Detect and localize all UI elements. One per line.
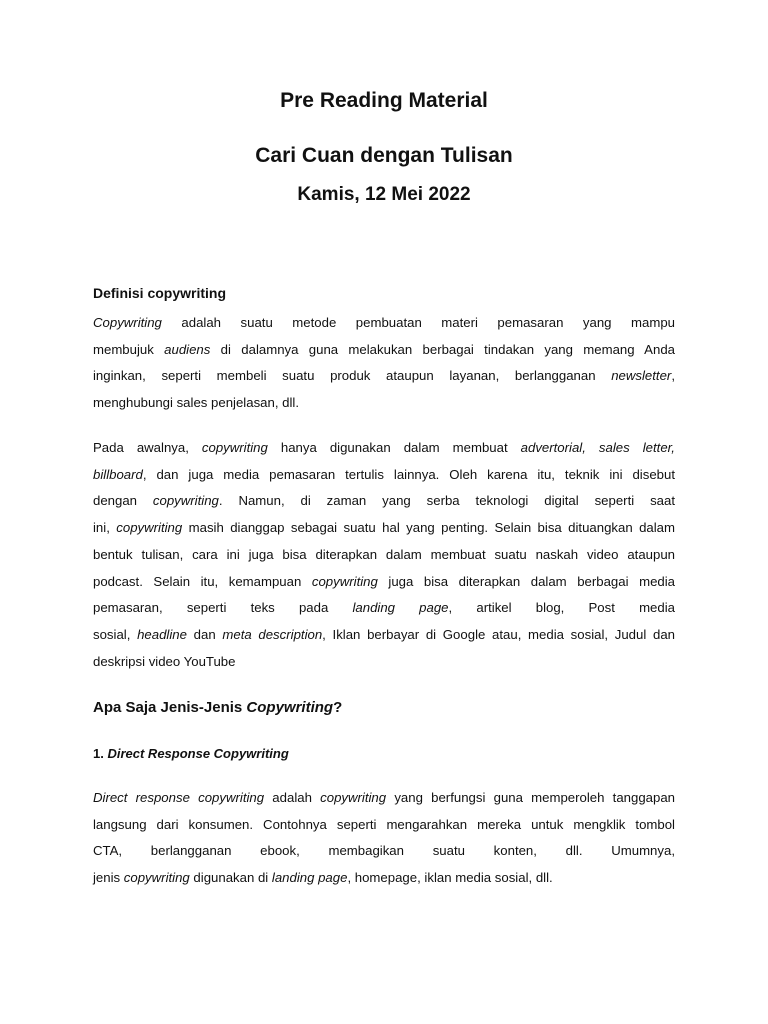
text-run: hanya digunakan dalam membuat bbox=[267, 440, 521, 455]
text-run: inginkan, seperti membeli suatu produk ataupun layanan, berlangganan bbox=[93, 368, 612, 384]
paragraph-direct-response bbox=[93, 785, 675, 892]
list-number: 1. bbox=[93, 746, 108, 761]
paragraph-line bbox=[93, 785, 675, 812]
text-run: yang berfungsi guna memperoleh tanggapan bbox=[386, 790, 676, 805]
text-run: pemasaran, seperti teks pada bbox=[93, 600, 353, 616]
italic-term: copywriting bbox=[123, 870, 190, 886]
italic-term: copywriting bbox=[201, 440, 268, 455]
italic-term: Direct Response Copywriting bbox=[107, 746, 289, 761]
italic-term: copywriting bbox=[311, 573, 378, 589]
paragraph-line: langsung dari konsumen. Contohnya seperti mengarahkan mereka untuk mengklik tombol bbox=[93, 816, 675, 832]
paragraph-line: deskripsi video YouTube bbox=[93, 653, 236, 669]
paragraph-line bbox=[93, 462, 675, 489]
text-run: , dan juga media pemasaran tertulis lainnya. Oleh karena itu, teknik ini disebut bbox=[142, 466, 675, 482]
paragraph-definition bbox=[93, 310, 675, 417]
paragraph-line: bentuk tulisan, cara ini juga bisa diterapkan dalam membuat suatu naskah video ataupun bbox=[93, 546, 675, 562]
italic-term: copywriting bbox=[320, 790, 387, 805]
paragraph-line: CTA, berlangganan ebook, membagikan suatu konten, dll. Umumnya, bbox=[93, 843, 675, 859]
italic-term: Direct response copywriting bbox=[93, 790, 265, 805]
italic-term: billboard bbox=[93, 466, 143, 482]
italic-term: advertorial, sales letter, bbox=[520, 440, 675, 455]
text-run: digunakan di bbox=[189, 870, 272, 886]
document-date: Kamis, 12 Mei 2022 bbox=[297, 184, 471, 205]
paragraph-line bbox=[93, 622, 675, 649]
italic-term: newsletter bbox=[611, 368, 672, 384]
text-run: , artikel blog, Post media bbox=[448, 600, 675, 616]
text-run: sosial, bbox=[93, 626, 138, 642]
text-run: ini, bbox=[93, 520, 117, 536]
paragraph-line bbox=[93, 363, 675, 390]
text-run: membujuk bbox=[93, 341, 165, 357]
subheading-direct-response bbox=[93, 746, 289, 761]
paragraph-line bbox=[93, 515, 675, 542]
text-run: , homepage, iklan media sosial, dll. bbox=[347, 870, 553, 886]
document-subtitle: Cari Cuan dengan Tulisan bbox=[255, 144, 513, 167]
italic-term: copywriting bbox=[152, 493, 219, 509]
document-title: Pre Reading Material bbox=[280, 89, 488, 112]
italic-term: landing page bbox=[271, 870, 348, 886]
text-run: masih dianggap sebagai suatu hal yang penting. Selain bisa dituangkan dalam bbox=[182, 520, 675, 536]
italic-term: Copywriting bbox=[93, 315, 162, 330]
italic-term: audiens bbox=[164, 341, 211, 357]
text-run: Pada awalnya, bbox=[93, 440, 202, 455]
paragraph-line bbox=[93, 337, 675, 364]
section-heading-types bbox=[93, 699, 342, 716]
italic-term: headline bbox=[137, 626, 187, 642]
text-run: dan bbox=[186, 626, 223, 642]
italic-term: Copywriting bbox=[246, 699, 334, 716]
paragraph-line bbox=[93, 435, 675, 462]
italic-term: copywriting bbox=[116, 520, 183, 536]
text-run: , Iklan berbayar di Google atau, media sosial, Judul dan bbox=[322, 626, 675, 642]
text-run: jenis bbox=[93, 870, 124, 886]
text-run: , bbox=[671, 368, 675, 384]
paragraph-line bbox=[93, 488, 675, 515]
italic-term: landing page bbox=[352, 600, 449, 616]
text-run: adalah suatu metode pembuatan materi pemasaran yang mampu bbox=[161, 315, 675, 330]
text-run: . Namun, di zaman yang serba teknologi digital seperti saat bbox=[218, 493, 675, 509]
text-run: adalah bbox=[264, 790, 321, 805]
text-run: juga bisa diterapkan dalam berbagai media bbox=[377, 573, 675, 589]
text-run: dengan bbox=[93, 493, 153, 509]
text-run: podcast. Selain itu, kemampuan bbox=[93, 573, 312, 589]
section-heading-definition: Definisi copywriting bbox=[93, 285, 227, 301]
text-run: Apa Saja Jenis-Jenis bbox=[93, 699, 247, 716]
paragraph-line bbox=[93, 595, 675, 622]
paragraph-line bbox=[93, 569, 675, 596]
paragraph-history bbox=[93, 435, 675, 675]
text-run: di dalamnya guna melakukan berbagai tindakan yang memang Anda bbox=[210, 341, 675, 357]
paragraph-line: menghubungi sales penjelasan, dll. bbox=[93, 395, 300, 411]
text-run: ? bbox=[333, 699, 343, 716]
paragraph-line bbox=[93, 310, 675, 337]
italic-term: meta description bbox=[222, 626, 323, 642]
paragraph-line bbox=[93, 865, 675, 892]
